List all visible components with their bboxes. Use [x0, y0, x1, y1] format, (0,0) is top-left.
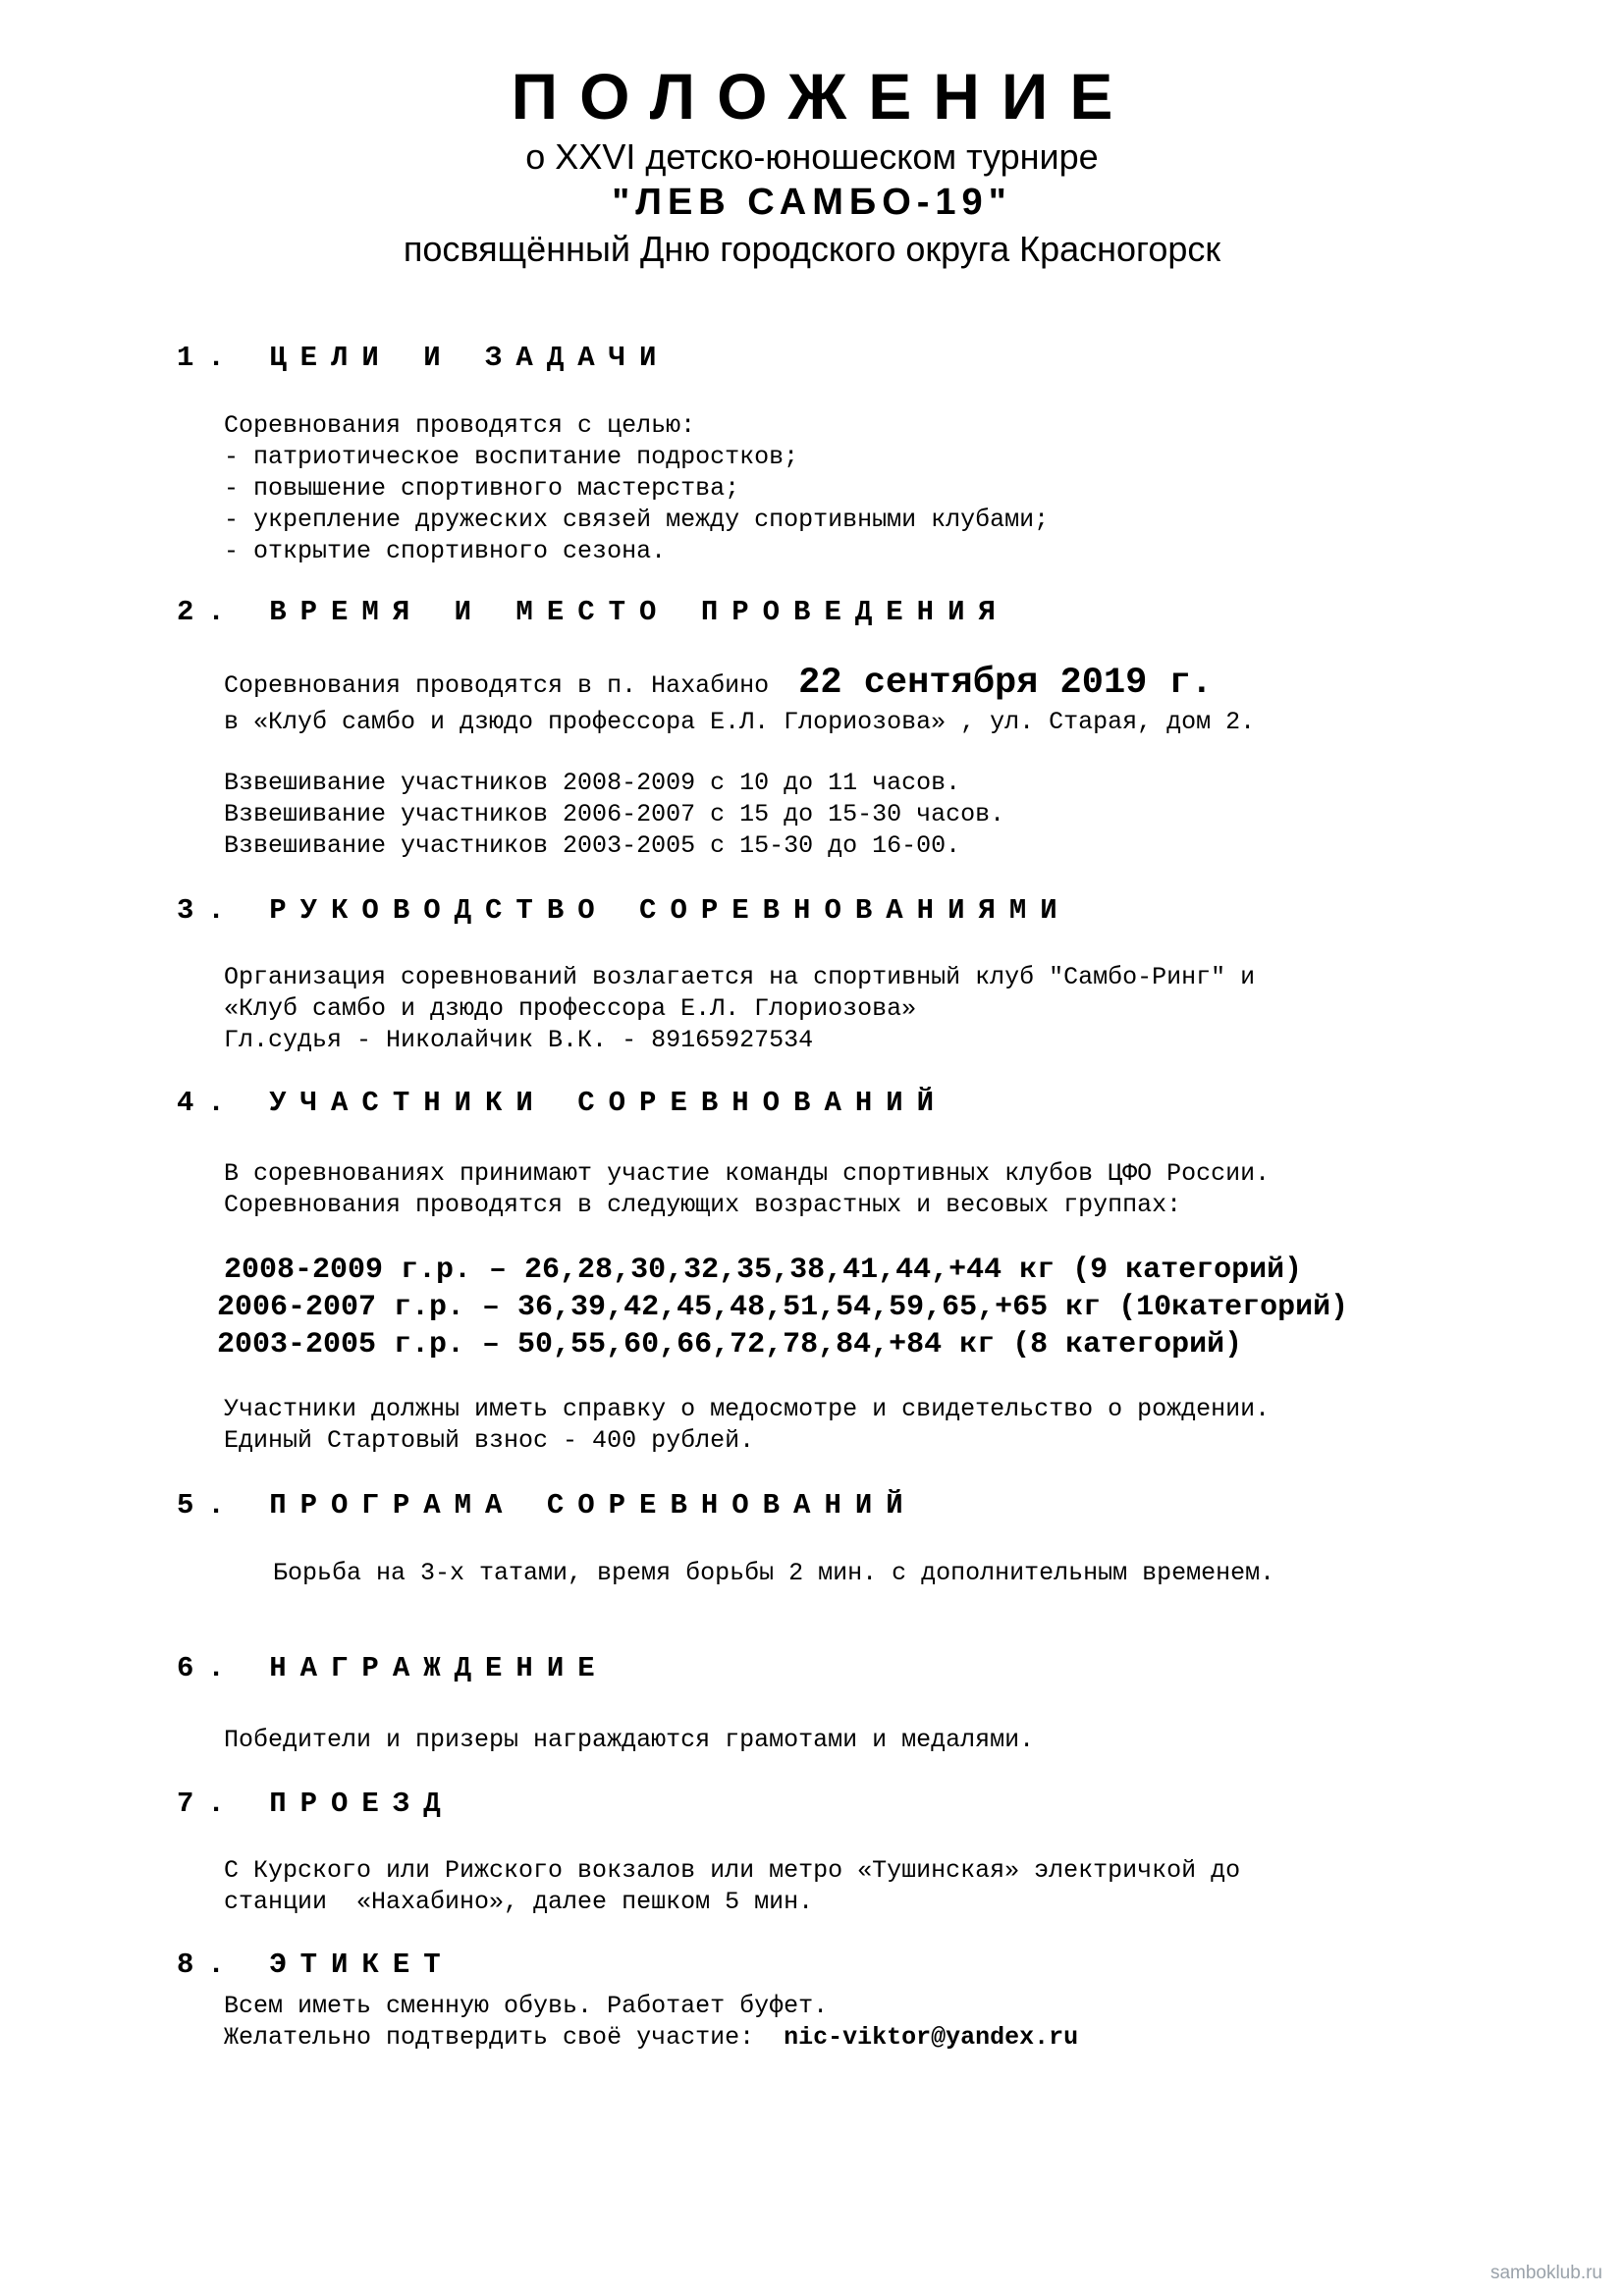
- watermark: samboklub.ru: [1489, 2263, 1602, 2283]
- title-block: [0, 57, 1624, 273]
- tournament-line: о XXVI детско-юношеском турнире: [525, 136, 1099, 177]
- weight-category-line: 2008-2009 г.р. – 26,28,30,32,35,38,41,44,+44 кг (9 категорий): [224, 1254, 1303, 1287]
- document-title: ПОЛОЖЕНИЕ: [511, 60, 1135, 133]
- section-1-line: - укрепление дружеских связей между спортивными клубами;: [224, 506, 1050, 534]
- section-1-line: - повышение спортивного мастерства;: [224, 474, 740, 503]
- section-4-note: Участники должны иметь справку о медосмотре и свидетельство о рождении.: [224, 1395, 1271, 1423]
- section-8-prefix: Желательно подтвердить своё участие:: [224, 2023, 755, 2052]
- section-7-line: С Курского или Рижского вокзалов или метро «Тушинская» электричкой до: [224, 1856, 1241, 1885]
- section-4-line: В соревнованиях принимают участие команды спортивных клубов ЦФО России.: [224, 1159, 1271, 1188]
- section-3-line: Гл.судья - Николайчик В.К. - 89165927534: [224, 1026, 814, 1054]
- section-1-line: Соревнования проводятся с целью:: [224, 411, 696, 440]
- section-3-line: «Клуб самбо и дзюдо профессора Е.Л. Глориозова»: [224, 994, 917, 1023]
- weight-category-line: 2006-2007 г.р. – 36,39,42,45,48,51,54,59,65,+65 кг (10категорий): [217, 1291, 1349, 1324]
- section-5-heading: 5. ПРОГРАМА СОРЕВНОВАНИЙ: [177, 1489, 917, 1522]
- section-5-line: Борьба на 3-х татами, время борьбы 2 мин. с дополнительным временем.: [273, 1559, 1275, 1587]
- tournament-name: "ЛЕВ САМБО-19": [612, 182, 1012, 223]
- section-6-line: Победители и призеры награждаются грамотами и медалями.: [224, 1726, 1035, 1754]
- section-3-line: Организация соревнований возлагается на спортивный клуб "Самбо-Ринг" и: [224, 963, 1256, 991]
- section-6-heading: 6. НАГРАЖДЕНИЕ: [177, 1652, 609, 1684]
- weigh-in-line: Взвешивание участников 2008-2009 с 10 до 11 часов.: [224, 769, 961, 797]
- section-2-heading: 2. ВРЕМЯ И МЕСТО ПРОВЕДЕНИЯ: [177, 596, 1009, 628]
- section-3-heading: 3. РУКОВОДСТВО СОРЕВНОВАНИЯМИ: [177, 894, 1071, 927]
- section-2-intro-row: [224, 663, 1213, 704]
- weigh-in-line: Взвешивание участников 2006-2007 с 15 до 15-30 часов.: [224, 800, 1005, 828]
- section-1-line: - патриотическое воспитание подростков;: [224, 443, 799, 471]
- section-2-venue: в «Клуб самбо и дзюдо профессора Е.Л. Глориозова» , ул. Старая, дом 2.: [224, 708, 1256, 736]
- weigh-in-line: Взвешивание участников 2003-2005 с 15-30 до 16-00.: [224, 831, 961, 860]
- section-4-note: Единый Стартовый взнос - 400 рублей.: [224, 1426, 755, 1455]
- section-2-intro: Соревнования проводятся в п. Нахабино: [224, 671, 770, 700]
- section-1-line: - открытие спортивного сезона.: [224, 537, 667, 565]
- section-4-line: Соревнования проводятся в следующих возрастных и весовых группах:: [224, 1191, 1182, 1219]
- section-8-heading: 8. ЭТИКЕТ: [177, 1949, 455, 1981]
- section-7-heading: 7. ПРОЕЗД: [177, 1788, 455, 1820]
- event-date: 22 сентября 2019 г.: [798, 663, 1213, 704]
- dedication-line: посвящённый Дню городского округа Красногорск: [403, 229, 1221, 269]
- section-8-contact-row: [224, 2022, 1078, 2054]
- section-8-line: Всем иметь сменную обувь. Работает буфет.: [224, 1992, 829, 2020]
- contact-email-link[interactable]: nic-viktor@yandex.ru: [784, 2023, 1079, 2052]
- section-7-line: станции «Нахабино», далее пешком 5 мин.: [224, 1888, 814, 1916]
- section-4-heading: 4. УЧАСТНИКИ СОРЕВНОВАНИЙ: [177, 1087, 948, 1119]
- section-1-heading: 1. ЦЕЛИ И ЗАДАЧИ: [177, 342, 671, 374]
- weight-category-line: 2003-2005 г.р. – 50,55,60,66,72,78,84,+84 кг (8 категорий): [217, 1328, 1243, 1362]
